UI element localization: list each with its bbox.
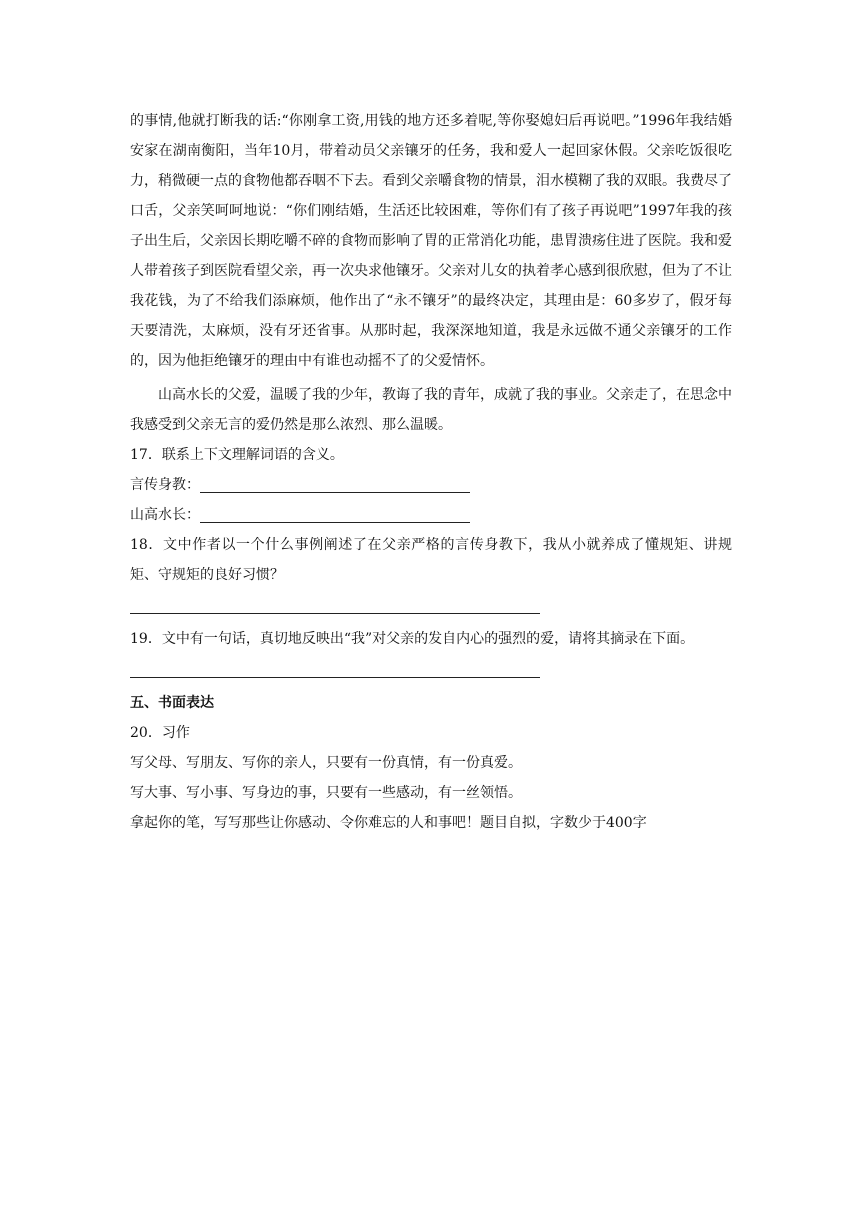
question-17-item-2 bbox=[130, 500, 732, 530]
answer-blank-17-2[interactable] bbox=[200, 504, 470, 523]
answer-line-18 bbox=[130, 613, 540, 614]
answer-line-19 bbox=[130, 677, 540, 678]
passage-paragraph-2: 山高水长的父爱，温暖了我的少年，教诲了我的青年，成就了我的事业。父亲走了，在思念中我感受到父亲无言的爱仍然是那么浓烈、那么温暖。 bbox=[130, 387, 732, 433]
question-18-stem: 18．文中作者以一个什么事例阐述了在父亲严格的言传身教下，我从小就养成了懂规矩、讲规矩、守规矩的良好习惯？ bbox=[130, 537, 732, 583]
answer-blank-19[interactable] bbox=[130, 654, 732, 684]
section-5-title: 五、书面表达 bbox=[130, 695, 214, 711]
passage-paragraph-1: 的事情,他就打断我的话:“你刚拿工资,用钱的地方还多着呢,等你娶媳妇后再说吧。”1996年我结婚安家在湖南衡阳，当年10月，带着动员父亲镶牙的任务，我和爱人一起回家休假。父亲吃饭很吃力，稍微硬一点的食物他都吞咽不下去。看到父亲嚼食物的情景，泪水模糊了我的双眼。我费尽了口舌，父亲笑呵呵地说：“你们刚结婚，生活还比较困难，等你们有了孩子再说吧”1997年我的孩子出生后，父亲因长期吃嚼不碎的食物而影响了胃的正常消化功能，患胃溃疡住进了医院。我和爱人带着孩子到医院看望父亲，再一次央求他镶牙。父亲对儿女的执着孝心感到很欣慰，但为了不让我花钱，为了不给我们添麻烦，他作出了“永不镶牙”的最终决定，其理由是：60多岁了，假牙每天要清洗，太麻烦，没有牙还省事。从那时起，我深深地知道，我是永远做不通父亲镶牙的工作的，因为他拒绝镶牙的理由中有谁也动摇不了的父爱情怀。 bbox=[130, 113, 732, 369]
question-17-stem: 17．联系上下文理解词语的含义。 bbox=[130, 447, 344, 463]
answer-blank-17-1[interactable] bbox=[200, 474, 470, 493]
question-17-item-2-label: 山高水长： bbox=[130, 507, 200, 523]
question-20-line-3: 拿起你的笔，写写那些让你感动、令你难忘的人和事吧！题目自拟，字数少于400字 bbox=[130, 815, 647, 831]
question-20-stem: 20．习作 bbox=[130, 725, 190, 741]
question-17-item-1-label: 言传身教： bbox=[130, 477, 200, 493]
question-19-stem: 19．文中有一句话，真切地反映出“我”对父亲的发自内心的强烈的爱，请将其摘录在下面。 bbox=[130, 631, 695, 647]
answer-blank-18[interactable] bbox=[130, 590, 732, 620]
question-20-line-1: 写父母、写朋友、写你的亲人，只要有一份真情，有一份真爱。 bbox=[130, 755, 522, 771]
question-17-item-1 bbox=[130, 470, 732, 500]
document-content bbox=[130, 106, 732, 838]
question-20-line-2: 写大事、写小事、写身边的事，只要有一些感动，有一丝领悟。 bbox=[130, 785, 522, 801]
